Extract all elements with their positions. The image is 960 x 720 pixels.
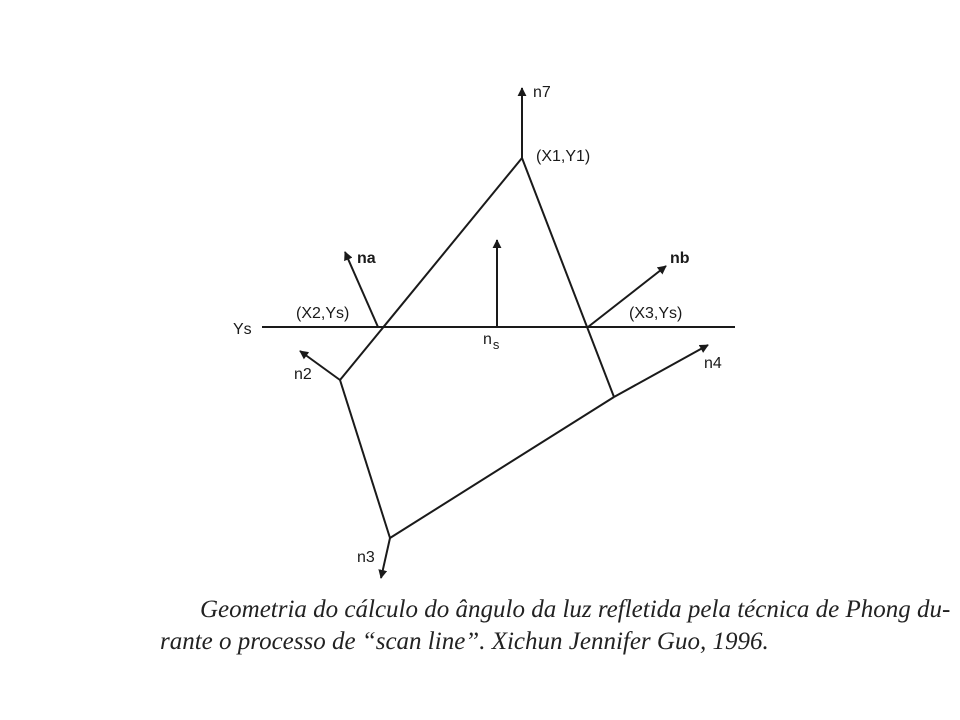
label-intersection-right: (X3,Ys) — [629, 305, 683, 322]
label-ns — [483, 331, 500, 352]
label-n7: n7 — [533, 84, 551, 101]
caption-line-2: rante o processo de “scan line”. Xichun Jennifer Guo, 1996. — [160, 628, 769, 655]
label-vertex-top: (X1,Y1) — [536, 148, 591, 165]
label-na: na — [357, 250, 376, 267]
figure-caption — [160, 594, 951, 658]
edge-left — [340, 380, 390, 538]
label-ns-subscript: s — [492, 337, 500, 352]
label-n2: n2 — [294, 366, 312, 383]
edge-bottom — [390, 397, 614, 538]
label-n4: n4 — [704, 355, 722, 372]
label-scan-line: Ys — [233, 321, 252, 338]
label-ns-base: n — [483, 331, 492, 348]
normal-n3-arrow — [381, 538, 390, 578]
normal-n4-arrow — [614, 345, 708, 397]
polygon — [340, 158, 614, 538]
edge-top-right — [522, 158, 614, 397]
label-nb: nb — [670, 250, 690, 267]
label-intersection-left: (X2,Ys) — [296, 305, 350, 322]
caption-line-1: Geometria do cálculo do ângulo da luz refletida pela técnica de Phong du- — [200, 596, 951, 623]
label-n3: n3 — [357, 549, 375, 566]
